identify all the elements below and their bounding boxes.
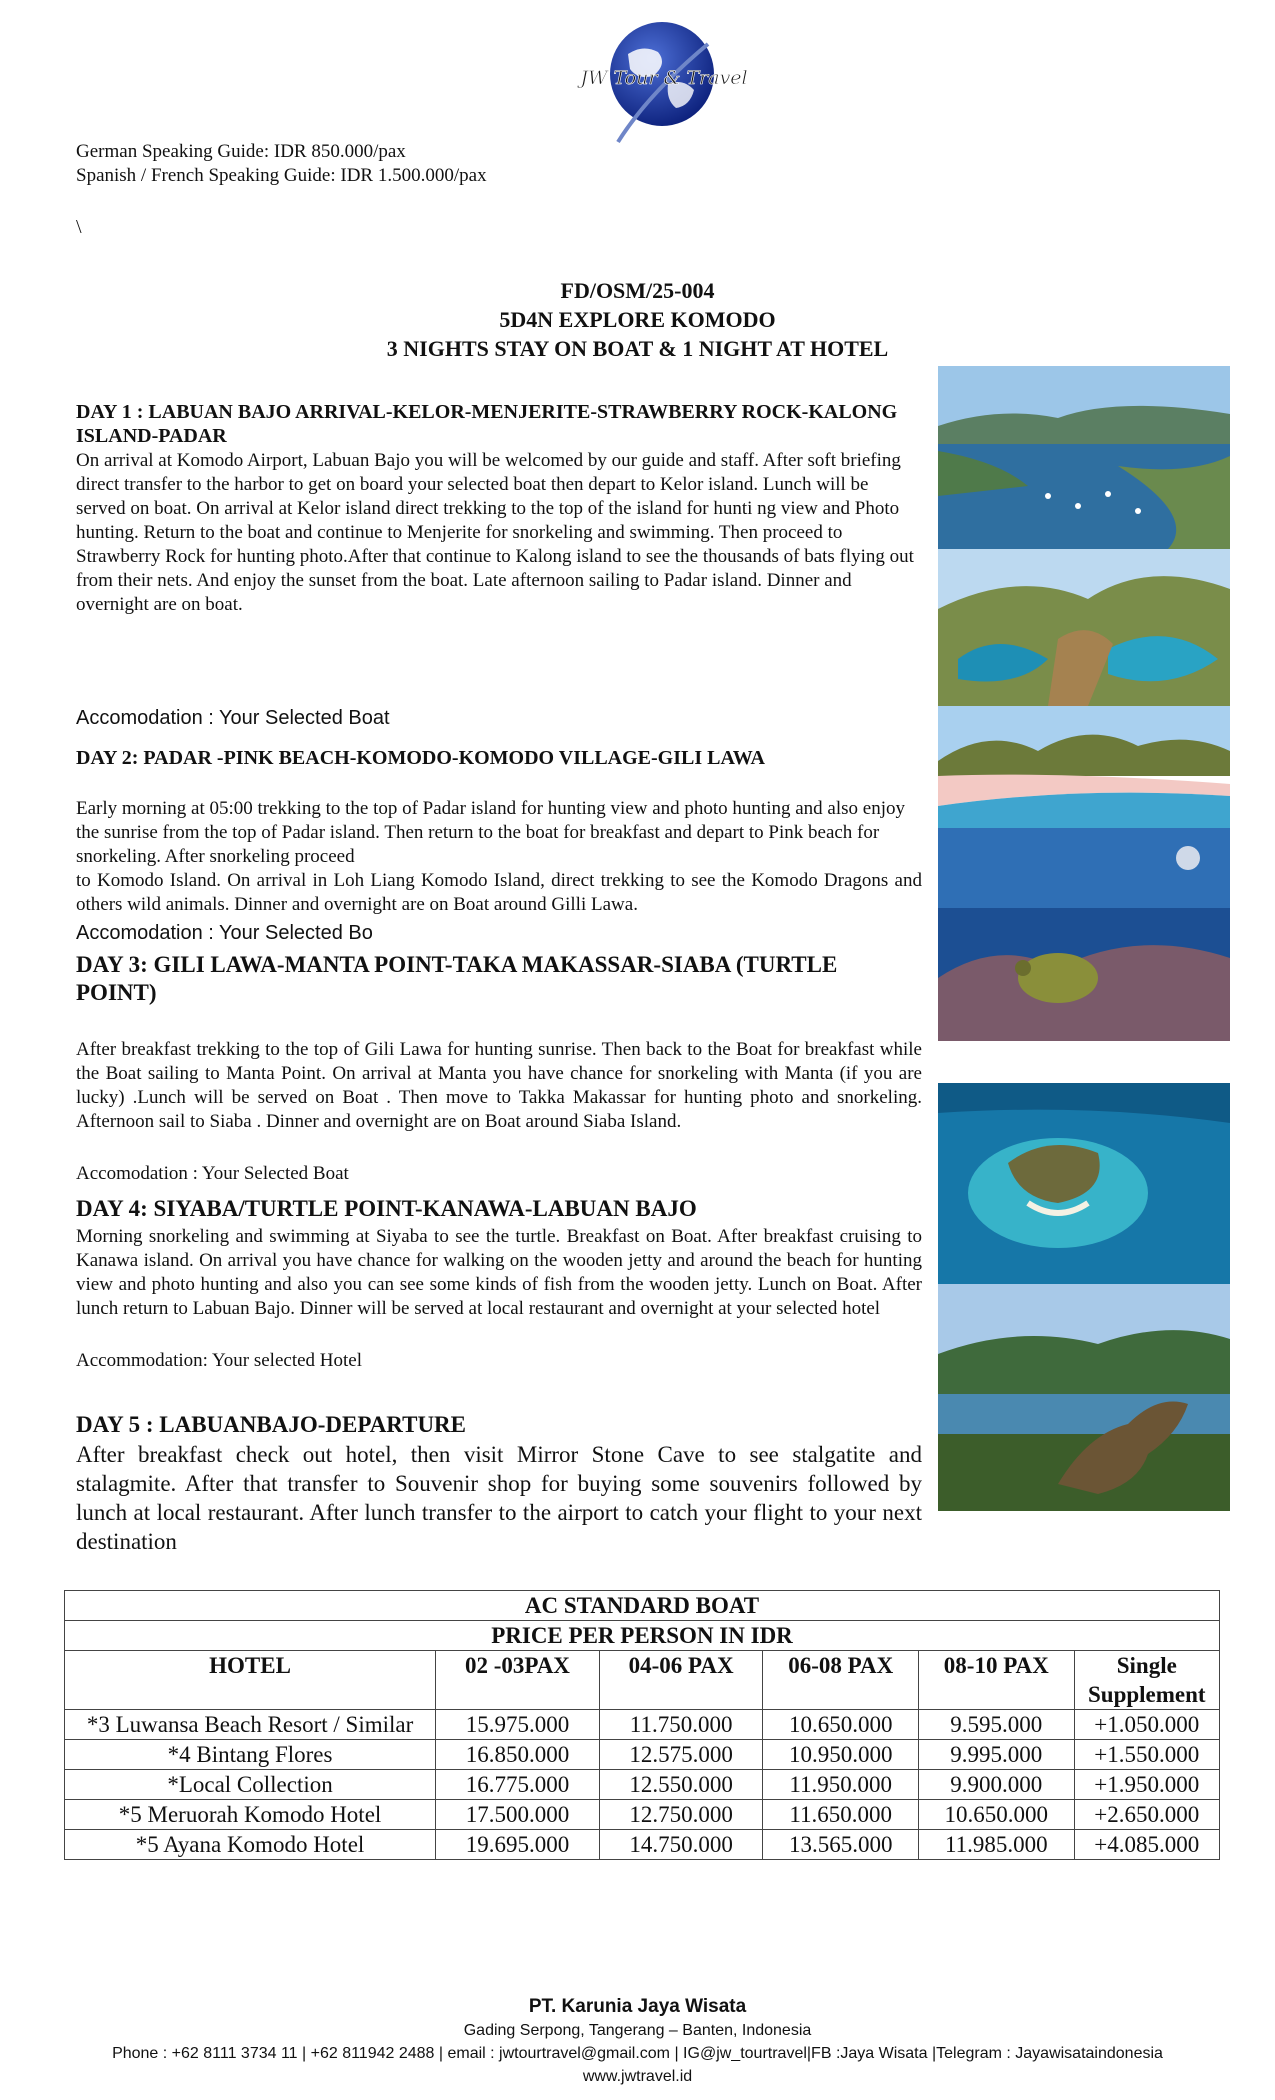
- day-3-accommodation: Accomodation : Your Selected Boat: [76, 1163, 349, 1184]
- supplement-cell: +1.550.000: [1074, 1740, 1219, 1770]
- hotel-name: *3 Luwansa Beach Resort / Similar: [65, 1710, 436, 1740]
- photo-underwater-turtle: [938, 828, 1230, 1041]
- column-header-08-10-pax: 08-10 PAX: [919, 1651, 1075, 1710]
- stray-character: \: [76, 216, 82, 238]
- price-cell: 17.500.000: [436, 1800, 600, 1830]
- hotel-name: *5 Meruorah Komodo Hotel: [65, 1800, 436, 1830]
- hotel-name: *4 Bintang Flores: [65, 1740, 436, 1770]
- day-1-title: DAY 1 : LABUAN BAJO ARRIVAL-KELOR-MENJERITE-STRAWBERRY ROCK-KALONG ISLAND-PADAR: [76, 401, 898, 447]
- supplement-cell: +1.050.000: [1074, 1710, 1219, 1740]
- table-row: [65, 1770, 1220, 1800]
- supplement-cell: +4.085.000: [1074, 1830, 1219, 1860]
- package-subtitle: 3 NIGHTS STAY ON BOAT & 1 NIGHT AT HOTEL: [386, 336, 889, 361]
- table-header-row: [65, 1651, 1220, 1710]
- day-4-title: DAY 4: SIYABA/TURTLE POINT-KANAWA-LABUAN BAJO: [76, 1196, 697, 1221]
- photo-komodo-dragon: [938, 1284, 1230, 1511]
- price-cell: 13.565.000: [763, 1830, 919, 1860]
- table-row: [65, 1830, 1220, 1860]
- guide-price-spanish-french: Spanish / French Speaking Guide: IDR 1.500.000/pax: [76, 165, 487, 186]
- footer-company-name: PT. Karunia Jaya Wisata: [528, 1996, 747, 2017]
- price-cell: 10.650.000: [919, 1800, 1075, 1830]
- photo-island-aerial: [938, 1083, 1230, 1284]
- day-2-description-2: to Komodo Island. On arrival in Loh Liang Komodo Island, direct trekking to see the Komodo Dragons and others wild animals. Dinner and overnight are on Boat around Gilli Lawa.: [76, 870, 922, 915]
- day-2-accommodation: Accomodation : Your Selected Bo: [76, 922, 373, 944]
- company-logo: [580, 14, 748, 146]
- price-cell: 19.695.000: [436, 1830, 600, 1860]
- price-cell: 11.750.000: [599, 1710, 763, 1740]
- column-header-04-06-pax: 04-06 PAX: [599, 1651, 763, 1710]
- day-2-title: DAY 2: PADAR -PINK BEACH-KOMODO-KOMODO VILLAGE-GILI LAWA: [76, 747, 765, 769]
- hotel-name: *Local Collection: [65, 1770, 436, 1800]
- day-2-description-1: Early morning at 05:00 trekking to the top of Padar island for hunting view and photo hunting and also enjoy the sunrise from the top of Padar island. Then return to the boat for breakfast and depart to Pink beach for snorkeling. After snorkeling proceed: [76, 798, 905, 867]
- column-header-single-supplement: Single Supplement: [1074, 1651, 1219, 1710]
- price-cell: 14.750.000: [599, 1830, 763, 1860]
- photo-bay-with-boats: [938, 366, 1230, 549]
- table-title: AC STANDARD BOAT: [65, 1591, 1220, 1621]
- price-cell: 16.850.000: [436, 1740, 600, 1770]
- price-cell: 11.950.000: [763, 1770, 919, 1800]
- day-3-title: DAY 3: GILI LAWA-MANTA POINT-TAKA MAKASSAR-SIABA (TURTLE POINT): [76, 952, 838, 1005]
- photo-pink-beach: [938, 706, 1230, 828]
- day-4-accommodation: Accommodation: Your selected Hotel: [76, 1350, 363, 1371]
- column-header-06-08-pax: 06-08 PAX: [763, 1651, 919, 1710]
- photo-padar-island: [938, 549, 1230, 706]
- day-5-title: DAY 5 : LABUANBAJO-DEPARTURE: [76, 1412, 467, 1437]
- column-header-02-03-pax: 02 -03PAX: [436, 1651, 600, 1710]
- day-3-description: After breakfast trekking to the top of Gili Lawa for hunting sunrise. Then back to the Boat for breakfast while the Boat sailing to Manta Point. On arrival at Manta you have chance for snorkeling with Manta (if you are lucky) .Lunch will be served on Boat . Then move to Takka Makassar for hunting photo and snorkeling. Afternoon sail to Siaba . Dinner and overnight are on Boat around Siaba Island.: [76, 1039, 922, 1132]
- day-1-description: On arrival at Komodo Airport, Labuan Bajo you will be welcomed by our guide and staff. After soft briefing direct transfer to the harbor to get on board your selected boat then depart to Kelor island. Lunch will be served on boat. On arrival at Kelor island direct trekking to the top of the island for hunti ng view and Photo hunting. Return to the boat and continue to Menjerite for snorkeling and swimming. Then proceed to Strawberry Rock for hunting photo.After that continue to Kalong island to see the thousands of bats flying out from their nets. And enjoy the sunset from the boat. Late afternoon sailing to Padar island. Dinner and overnight are on boat.: [76, 450, 914, 615]
- table-row: [65, 1710, 1220, 1740]
- hotel-name: *5 Ayana Komodo Hotel: [65, 1830, 436, 1860]
- svg-text:JW Tour & Travel: JW Tour & Travel: [580, 67, 748, 89]
- price-cell: 15.975.000: [436, 1710, 600, 1740]
- price-table: [64, 1590, 1220, 1860]
- footer-website: www.jwtravel.id: [582, 2068, 693, 2085]
- price-cell: 11.985.000: [919, 1830, 1075, 1860]
- price-cell: 12.575.000: [599, 1740, 763, 1770]
- price-cell: 16.775.000: [436, 1770, 600, 1800]
- price-cell: 9.900.000: [919, 1770, 1075, 1800]
- price-cell: 10.950.000: [763, 1740, 919, 1770]
- footer-address: Gading Serpong, Tangerang – Banten, Indonesia: [463, 2022, 812, 2039]
- table-subtitle: PRICE PER PERSON IN IDR: [65, 1621, 1220, 1651]
- table-row: [65, 1800, 1220, 1830]
- table-row: [65, 1740, 1220, 1770]
- supplement-cell: +2.650.000: [1074, 1800, 1219, 1830]
- price-cell: 9.595.000: [919, 1710, 1075, 1740]
- guide-price-german: German Speaking Guide: IDR 850.000/pax: [76, 141, 406, 162]
- package-title: 5D4N EXPLORE KOMODO: [499, 307, 776, 332]
- price-cell: 9.995.000: [919, 1740, 1075, 1770]
- package-code: FD/OSM/25-004: [560, 278, 715, 303]
- price-cell: 11.650.000: [763, 1800, 919, 1830]
- footer-contact: Phone : +62 8111 3734 11 | +62 811942 2488 | email : jwtourtravel@gmail.com | IG@jw_tourtravel|FB :Jaya Wisata |Telegram : Jayawisataindonesia: [112, 2045, 1163, 2062]
- supplement-cell: +1.950.000: [1074, 1770, 1219, 1800]
- price-cell: 12.550.000: [599, 1770, 763, 1800]
- day-1-accommodation: Accomodation : Your Selected Boat: [76, 707, 390, 729]
- price-cell: 10.650.000: [763, 1710, 919, 1740]
- column-header-hotel: HOTEL: [65, 1651, 436, 1710]
- price-cell: 12.750.000: [599, 1800, 763, 1830]
- day-4-description: Morning snorkeling and swimming at Siyaba to see the turtle. Breakfast on Boat. After breakfast cruising to Kanawa island. On arrival you have chance for walking on the wooden jetty and around the beach for hunting view and photo hunting and also you can see some kinds of fish from the wooden jetty. Lunch on Boat. After lunch return to Labuan Bajo. Dinner will be served at local restaurant and overnight at your selected hotel: [76, 1226, 922, 1319]
- day-5-description: After breakfast check out hotel, then visit Mirror Stone Cave to see stalgatite and stalagmite. After that transfer to Souvenir shop for buying some souvenirs followed by lunch at local restaurant. After lunch transfer to the airport to catch your flight to your next destination: [76, 1442, 922, 1554]
